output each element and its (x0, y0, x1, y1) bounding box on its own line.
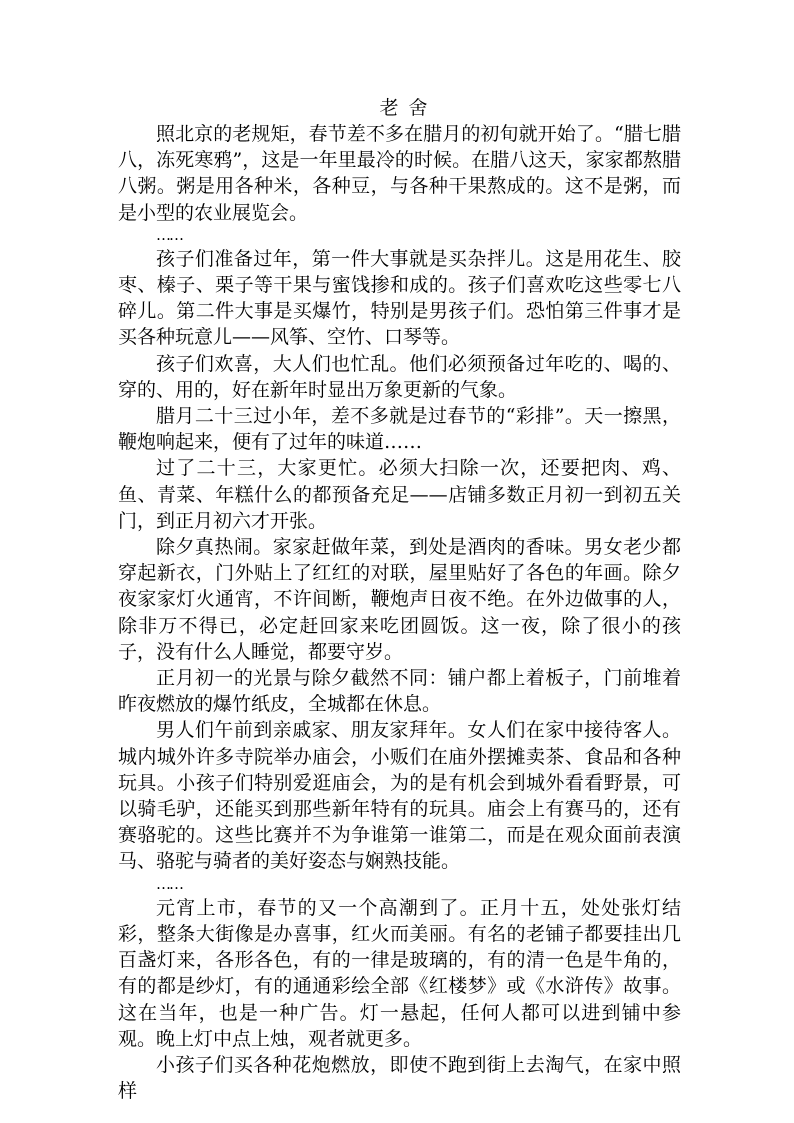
paragraph-7: 正月初一的光景与除夕截然不同：铺户都上着板子，门前堆着昨夜燃放的爆竹纸皮，全城都在休息。 (118, 667, 681, 716)
paragraph-5: 过了二十三，大家更忙。必须大扫除一次，还要把肉、鸡、鱼、青菜、年糕什么的都预备充足——店铺多数正月初一到初五关门，到正月初六才开张。 (118, 457, 681, 532)
paragraph-10: 小孩子们买各种花炮燃放，即使不跑到街上去淘气，在家中照样 (118, 1053, 681, 1103)
ellipsis-2: …… (156, 874, 182, 893)
document-title: 老舍 (379, 97, 438, 119)
paragraph-3: 孩子们欢喜，大人们也忙乱。他们必须预备过年吃的、喝的、穿的、用的，好在新年时显出万象更新的气象。 (118, 352, 681, 401)
ellipsis-1: …… (156, 225, 182, 244)
paragraph-9: 元宵上市，春节的又一个高潮到了。正月十五，处处张灯结彩，整条大街像是办喜事，红火而美丽。有名的老铺子都要挂出几百盏灯来，各形各色，有的一律是玻璃的，有的清一色是牛角的，有的都是纱灯，有的通通彩绘全部《红楼梦》或《水浒传》故事。这在当年，也是一种广告。灯一悬起，任何人都可以进到铺中参观。晚上灯中点上烛，观者就更多。 (118, 896, 681, 1050)
paragraph-2: 孩子们准备过年，第一件大事就是买杂拌儿。这是用花生、胶枣、榛子、栗子等干果与蜜饯掺和成的。孩子们喜欢吃这些零七八碎儿。第二件大事是买爆竹，特别是男孩子们。恐怕第三件事才是买各种玩意儿——风筝、空竹、口琴等。 (118, 247, 681, 349)
paragraph-6: 除夕真热闹。家家赶做年菜，到处是酒肉的香味。男女老少都穿起新衣，门外贴上了红红的对联，屋里贴好了各色的年画。除夕夜家家灯火通宵，不许间断，鞭炮声日夜不绝。在外边做事的人，除非万不得已，必定赶回家来吃团圆饭。这一夜，除了很小的孩子，没有什么人睡觉，都要守岁。 (118, 536, 681, 663)
paragraph-1: 照北京的老规矩，春节差不多在腊月的初旬就开始了。“腊七腊八，冻死寒鸦”，这是一年里最冷的时候。在腊八这天，家家都熬腊八粥。粥是用各种米，各种豆，与各种干果熬成的。这不是粥，而是小型的农业展览会。 (118, 123, 681, 224)
paragraph-8: 男人们午前到亲戚家、朋友家拜年。女人们在家中接待客人。城内城外许多寺院举办庙会，小贩们在庙外摆摊卖茶、食品和各种玩具。小孩子们特别爱逛庙会，为的是有机会到城外看看野景，可以骑毛驴，还能买到那些新年特有的玩具。庙会上有赛马的，还有赛骆驼的。这些比赛并不为争谁第一谁第二，而是在观众面前表演马、骆驼与骑者的美好姿态与娴熟技能。 (118, 719, 681, 873)
document-body (118, 95, 681, 1104)
paragraph-4: 腊月二十三过小年，差不多就是过春节的“彩排”。天一擦黑，鞭炮响起来，便有了过年的味道…… (118, 405, 681, 454)
